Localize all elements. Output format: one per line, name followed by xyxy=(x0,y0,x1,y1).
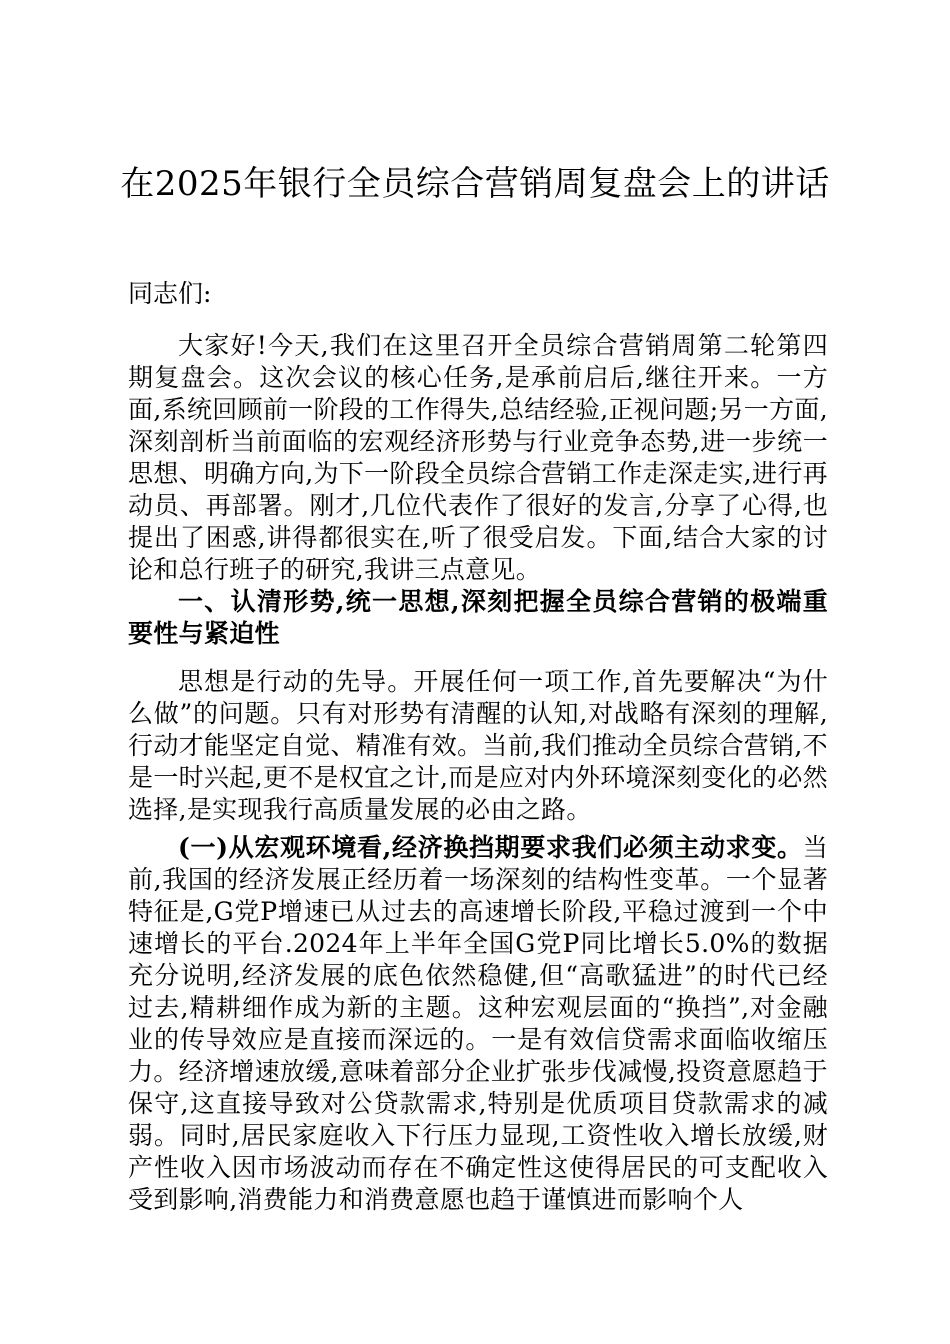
section-1-intro-paragraph: 思想是行动的先导。开展任何一项工作,首先要解决“为什么做”的问题。只有对形势有清醒的认知,对战略有深刻的理解,行动才能坚定自觉、精准有效。当前,我们推动全员综合营销,不是一时兴起,更不是权宜之计,而是应对内外环境深刻变化的必然选择,是实现我行高质量发展的必由之路。 xyxy=(128,667,828,824)
subsection-1-lead: (一)从宏观环境看,经济换挡期要求我们必须主动求变。 xyxy=(178,833,803,862)
subsection-1-paragraph xyxy=(128,832,828,1216)
intro-paragraph: 大家好!今天,我们在这里召开全员综合营销周第二轮第四期复盘会。这次会议的核心任务,是承前启后,继往开来。一方面,系统回顾前一阶段的工作得失,总结经验,正视问题;另一方面,深刻剖析当前面临的宏观经济形势与行业竞争态势,进一步统一思想、明确方向,为下一阶段全员综合营销工作走深走实,进行再动员、再部署。刚才,几位代表作了很好的发言,分享了心得,也提出了困惑,讲得都很实在,听了很受启发。下面,结合大家的讨论和总行班子的研究,我讲三点意见。 xyxy=(128,331,828,584)
section-heading-1: 一、认清形势,统一思想,深刻把握全员综合营销的极端重要性与紧迫性 xyxy=(128,587,828,648)
subsection-1-body: 当前,我国的经济发展正经历着一场深刻的结构性变革。一个显著特征是,G党P增速已从过去的高速增长阶段,平稳过渡到一个中速增长的平台.2024年上半年全国G党P同比增长5.0%的数据充分说明,经济发展的底色依然稳健,但“高歌猛进”的时代已经过去,精耕细作成为新的主题。这种宏观层面的“换挡”,对金融业的传导效应是直接而深远的。一是有效信贷需求面临收缩压力。经济增速放缓,意味着部分企业扩张步伐减慢,投资意愿趋于保守,这直接导致对公贷款需求,特别是优质项目贷款需求的减弱。同时,居民家庭收入下行压力显现,工资性收入增长放缓,财产性收入因市场波动而存在不确定性这使得居民的可支配收入受到影响,消费能力和消费意愿也趋于谨慎进而影响个人 xyxy=(128,833,828,1214)
document-title: 在2025年银行全员综合营销周复盘会上的讲话 xyxy=(120,164,830,204)
salutation: 同志们: xyxy=(128,279,212,308)
